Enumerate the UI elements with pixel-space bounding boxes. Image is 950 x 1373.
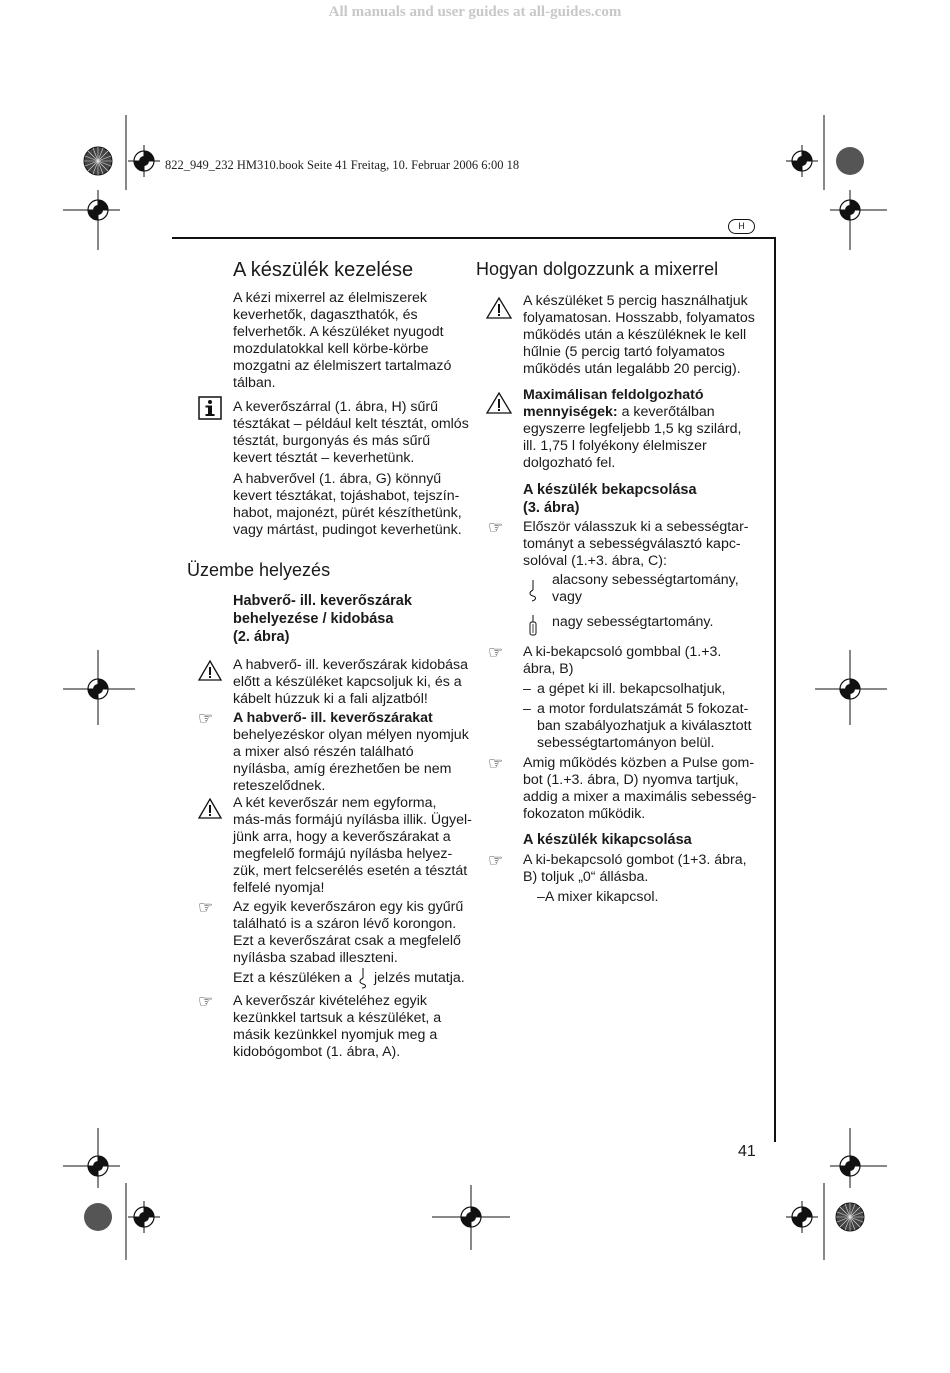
info-icon [198, 396, 222, 420]
language-badge: H [728, 219, 755, 234]
whisk-paragraph: A habverővel (1. ábra, G) könnyű kevert tésztákat, tojáshabot, tejszín- habot, majonézt, pürét készíthetünk, vagy mártást, pudingot keverhetünk. [233, 471, 462, 538]
step-on-off-button: A ki-bekapcsoló gombbal (1.+3. ábra, B) [523, 644, 722, 677]
info-paragraph: A keverőszárral (1. ábra, H) sűrű tésztákat – például kelt tésztát, omlós tésztát, burgonyás és más sűrű kevert tésztát – keverhetünk. [233, 399, 469, 466]
section2-title: Üzembe helyezés [187, 560, 331, 580]
pointing-hand-icon: ☞ [488, 754, 504, 773]
step-eject: A keverőszár kivételéhez egyik kezünkkel tartsuk a készüléket, a másik kezünkkel nyomjuk meg a kidobógombot (1. ábra, A). [233, 993, 442, 1060]
pointing-hand-icon: ☞ [198, 709, 214, 728]
left-title: A készülék kezelése [233, 259, 414, 281]
subheading-beaters: Habverő- ill. keverőszárak behelyezése / kidobása (2. ábra) [233, 593, 412, 645]
right-title: Hogyan dolgozzunk a mixerrel [476, 259, 719, 279]
pointing-hand-icon: ☞ [198, 898, 214, 917]
print-header: 822_949_232 HM310.book Seite 41 Freitag, 10. Februar 2006 6:00 18 [165, 158, 520, 172]
right-rule [774, 237, 776, 1142]
step-insert-beaters: A habverő- ill. keverőszárakat behelyezéskor olyan mélyen nyomjuk a mixer alsó részén található nyílásba, amíg érezhetően be nem reteszelődnek. [233, 710, 469, 794]
page-number: 41 [738, 1143, 756, 1160]
top-rule [172, 237, 776, 239]
step-pulse: Amig működés közben a Pulse gom- bot (1.+3. ábra, D) nyomva tartjuk, addig a mixer a maximális sebesség- fokozaton működik. [523, 755, 757, 822]
pointing-hand-icon: ☞ [198, 992, 214, 1011]
switch-on-heading: A készülék bekapcsolása (3. ábra) [523, 482, 697, 516]
switch-off-result: –A mixer kikapcsol. [537, 889, 659, 905]
high-speed-range: nagy sebességtartomány. [552, 614, 714, 630]
pointing-hand-icon: ☞ [488, 643, 504, 662]
watermark: All manuals and user guides at all-guides.com [328, 4, 622, 20]
switch-off-heading: A készülék kikapcsolása [523, 832, 692, 848]
warning-unplug: A habverő- ill. keverőszárak kidobása előtt a készüléket kapcsoljuk ki, és a kábelt húzzuk ki a fali aljzatból! [233, 657, 469, 707]
warning-duty-cycle: A készüléket 5 percig használhatjuk folyamatosan. Hosszabb, folyamatos működés után a készüléknek le kell hűlnie (5 percig tartó folyamatos működés után legalább 20 percig). [523, 293, 755, 377]
intro-paragraph: A kézi mixerrel az élelmiszerek keverhetők, dagaszthatók, és felverhetők. A készüléket nyugodt mozdulatokkal kell körbe-körbe mozgatni az élelmiszert tartalmazó tálban. [233, 290, 452, 391]
low-speed-symbol-icon [527, 578, 539, 604]
step-ring-shaft: Az egyik keverőszáron egy kis gyűrű található is a száron lévő korongon. Ezt a keverőszárat csak a megfelelő nyílásba szabad illeszteni. Ezt a készüléken a jelzés mutatja. [233, 899, 465, 989]
dough-hook-symbol-icon [356, 967, 370, 989]
step-select-range: Először válasszuk ki a sebességtar- tományt a sebességválasztó kapc- solóval (1.+3. ábra, C): [523, 519, 749, 569]
warning-different-shafts: A két keverőszár nem egyforma, más-más formájú nyílásba illik. Ügyel- jünk arra, hogy a keverőszárakat a megfelelő formájú nyílásba helyez- zük, mert felcserélés esetén a tésztát felfelé nyomja! [233, 795, 472, 896]
warning-icon [486, 391, 512, 415]
pointing-hand-icon: ☞ [488, 518, 504, 537]
high-speed-symbol-icon [527, 614, 539, 638]
pointing-hand-icon: ☞ [488, 851, 504, 870]
step-switch-off: A ki-bekapcsoló gombot (1+3. ábra, B) toljuk „0“ állásba. [523, 852, 747, 885]
low-speed-range: alacsony sebességtartomány, vagy [552, 572, 739, 605]
warning-max-quantity: Maximálisan feldolgozható mennyiségek: a keverőtálban egyszerre legfeljebb 1,5 kg szilárd, ill. 1,75 l folyékony élelmiszer dolgozható fel. [523, 387, 742, 471]
warning-icon [198, 659, 222, 681]
dash-item-on-off: – a gépet ki ill. bekapcsolhatjuk, [523, 681, 726, 697]
warning-icon [486, 296, 512, 320]
warning-icon [198, 797, 222, 819]
dash-item-speed: – a motor fordulatszámát 5 fokozat- ban szabályozhatjuk a kiválasztott sebességtartományon belül. [523, 701, 752, 751]
